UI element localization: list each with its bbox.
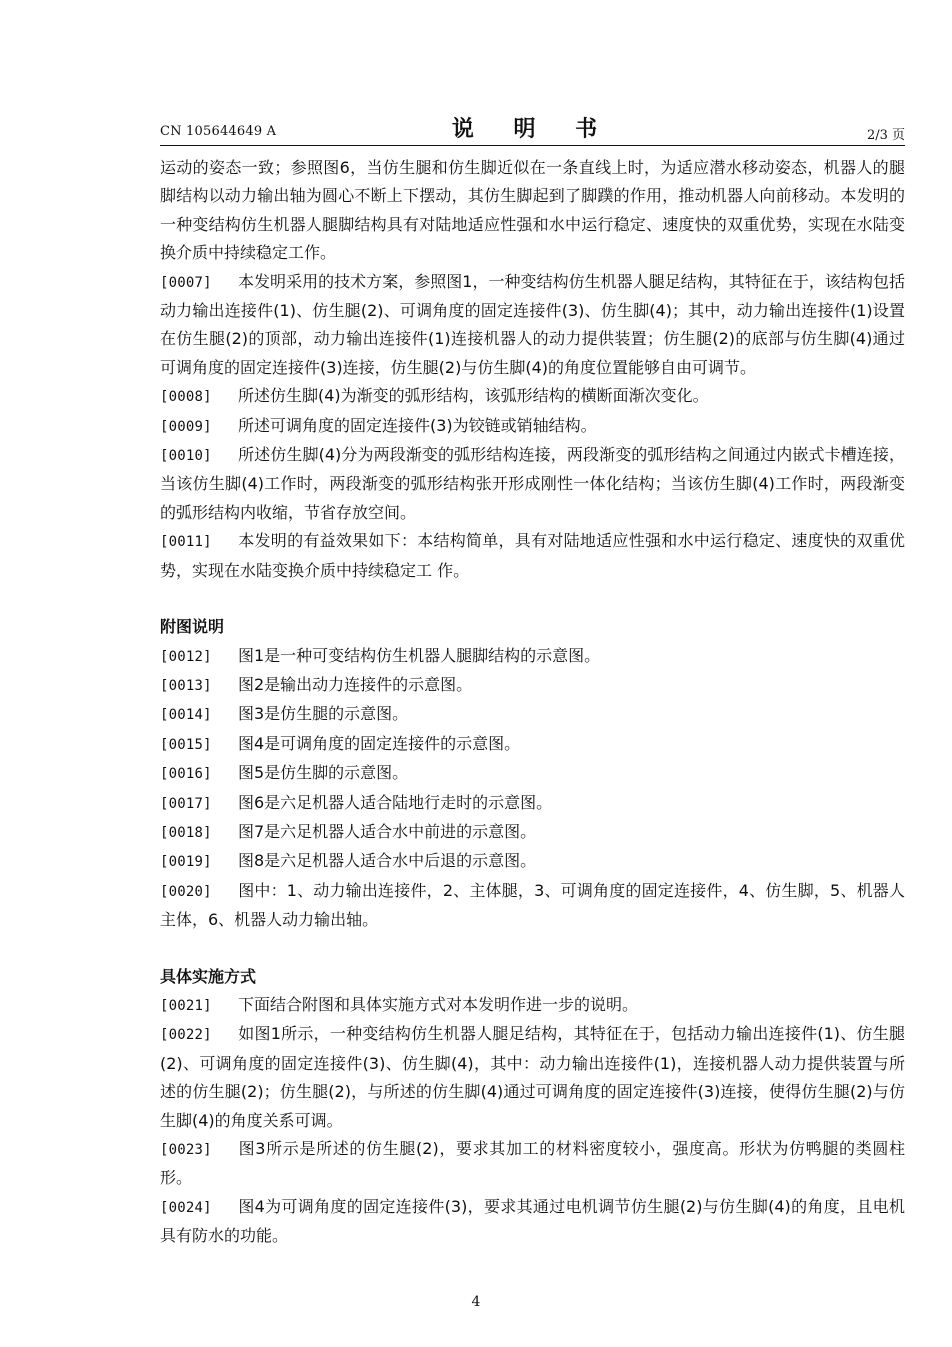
paragraph-number: [0015] <box>160 736 212 753</box>
paragraph-number: [0020] <box>160 883 212 900</box>
section-gap <box>160 935 905 963</box>
section-heading-embodiments: 具体实施方式 <box>160 966 257 986</box>
section-gap <box>160 585 905 613</box>
paragraph-number: [0008] <box>160 389 212 406</box>
paragraph-text: 图中：1、动力输出连接件，2、主体腿，3、可调角度的固定连接件，4、仿生脚，5、机器人主体，6、机器人动力输出轴。 <box>160 880 905 930</box>
numbered-paragraph <box>160 642 905 671</box>
paragraph-text: 本发明的有益效果如下：本结构简单，具有对陆地适应性强和水中运行稳定、速度快的双重优势，实现在水陆变换介质中持续稳定工 作。 <box>160 531 905 580</box>
paragraph-number: [0023] <box>160 1142 212 1158</box>
paragraph-number: [0022] <box>160 1027 212 1044</box>
paragraph-text: 所述可调角度的固定连接件(3)为铰链或销轴结构。 <box>238 415 597 435</box>
paragraph-text: 图7是六足机器人适合水中前进的示意图。 <box>238 821 537 841</box>
paragraph-group-embodiments <box>160 991 905 1251</box>
paragraph-number: [0010] <box>160 448 212 465</box>
paragraph-text: 本发明采用的技术方案，参照图1，一种变结构仿生机器人腿足结构，其特征在于，该结构包括动力输出连接件(1)、仿生腿(2)、可调角度的固定连接件(3)、仿生脚(4)；其中，动力输出连接件(1)设置在仿生腿(2)的顶部，动力输出连接件(1)连接机器人的动力提供装置；仿生腿(2)的底部与仿生脚(4)通过可调角度的固定连接件(3)连接，仿生腿(2)与仿生脚(4)的角度位置能够自由可调节。 <box>160 271 905 377</box>
numbered-paragraph <box>160 1020 905 1135</box>
numbered-paragraph <box>160 759 905 788</box>
paragraph-text: 图3是仿生腿的示意图。 <box>238 704 409 724</box>
paragraph-text: 如图1所示，一种变结构仿生机器人腿足结构，其特征在于，包括动力输出连接件(1)、仿生腿(2)、可调角度的固定连接件(3)、仿生脚(4)，其中：动力输出连接件(1)，连接机器人动力提供装置与所述的仿生腿(2)；仿生腿(2)，与所述的仿生脚(4)通过可调角度的固定连接件(3)连接，使得仿生腿(2)与仿生脚(4)的角度关系可调。 <box>160 1024 905 1130</box>
page-indicator: 2/3 页 <box>866 128 905 143</box>
paragraph-number: [0012] <box>160 648 212 665</box>
header-rule <box>160 145 905 146</box>
paragraph-text: 图8是六足机器人适合水中后退的示意图。 <box>238 851 537 871</box>
document-title: 说 明 书 <box>451 117 614 142</box>
paragraph-number: [0007] <box>160 274 212 291</box>
document-number: CN 105644649 A <box>160 124 277 139</box>
paragraph-group-drawings <box>160 642 905 935</box>
paragraph-number: [0018] <box>160 824 212 841</box>
paragraph-number: [0013] <box>160 677 212 694</box>
numbered-paragraph <box>160 1135 905 1193</box>
numbered-paragraph <box>160 382 905 411</box>
section-heading-drawings: 附图说明 <box>160 617 225 637</box>
document-body <box>160 154 905 1251</box>
numbered-paragraph <box>160 1193 905 1251</box>
paragraph-text: 图4为可调角度的固定连接件(3)，要求其通过电机调节仿生腿(2)与仿生脚(4)的角度，且电机具有防水的功能。 <box>160 1196 905 1246</box>
numbered-paragraph <box>160 991 905 1020</box>
paragraph-text: 所述仿生脚(4)为渐变的弧形结构，该弧形结构的横断面渐次变化。 <box>238 386 709 406</box>
page-number: 4 <box>471 1294 481 1310</box>
paragraph-number: [0021] <box>160 997 212 1014</box>
numbered-paragraph <box>160 268 905 383</box>
page-header <box>160 112 905 144</box>
numbered-paragraph <box>160 441 905 527</box>
paragraph-number: [0009] <box>160 418 212 435</box>
numbered-paragraph <box>160 818 905 847</box>
paragraph-text: 图4是可调角度的固定连接件的示意图。 <box>238 733 521 753</box>
paragraph-number: [0014] <box>160 707 212 724</box>
paragraph-number: [0017] <box>160 795 212 812</box>
paragraph-text: 所述仿生脚(4)分为两段渐变的弧形结构连接，两段渐变的弧形结构之间通过内嵌式卡槽连接，当该仿生脚(4)工作时，两段渐变的弧形结构张开形成刚性一体化结构；当该仿生脚(4)工作时，两段渐变的弧形结构内收缩，节省存放空间。 <box>160 445 905 522</box>
numbered-paragraph <box>160 700 905 729</box>
numbered-paragraph <box>160 847 905 876</box>
paragraph-text: 图6是六足机器人适合陆地行走时的示意图。 <box>238 792 553 812</box>
paragraph-text: 图3所示是所述的仿生腿(2)，要求其加工的材料密度较小，强度高。形状为仿鸭腿的类圆柱形。 <box>160 1139 905 1188</box>
numbered-paragraph <box>160 412 905 441</box>
paragraph-text: 图2是输出动力连接件的示意图。 <box>238 674 473 694</box>
numbered-paragraph <box>160 730 905 759</box>
numbered-paragraph <box>160 877 905 935</box>
paragraph-number: [0019] <box>160 854 212 871</box>
paragraph-text: 图5是仿生脚的示意图。 <box>238 763 409 783</box>
numbered-paragraph <box>160 789 905 818</box>
paragraph-number: [0024] <box>160 1199 212 1216</box>
paragraph-text: 下面结合附图和具体实施方式对本发明作进一步的说明。 <box>238 994 639 1014</box>
numbered-paragraph <box>160 527 905 585</box>
paragraph-number: [0011] <box>160 534 212 551</box>
intro-continuation: 运动的姿态一致；参照图6，当仿生腿和仿生脚近似在一条直线上时，为适应潜水移动姿态，机器人的腿脚结构以动力输出轴为圆心不断上下摆动，其仿生脚起到了脚蹼的作用，推动机器人向前移动。本发明的一种变结构仿生机器人腿脚结构具有对陆地适应性强和水中运行稳定、速度快的双重优势，实现在水陆变换介质中持续稳定工作。 <box>160 158 905 263</box>
paragraph-number: [0016] <box>160 766 212 783</box>
paragraph-group-summary <box>160 268 905 585</box>
numbered-paragraph <box>160 671 905 700</box>
paragraph-text: 图1是一种可变结构仿生机器人腿脚结构的示意图。 <box>238 645 601 665</box>
